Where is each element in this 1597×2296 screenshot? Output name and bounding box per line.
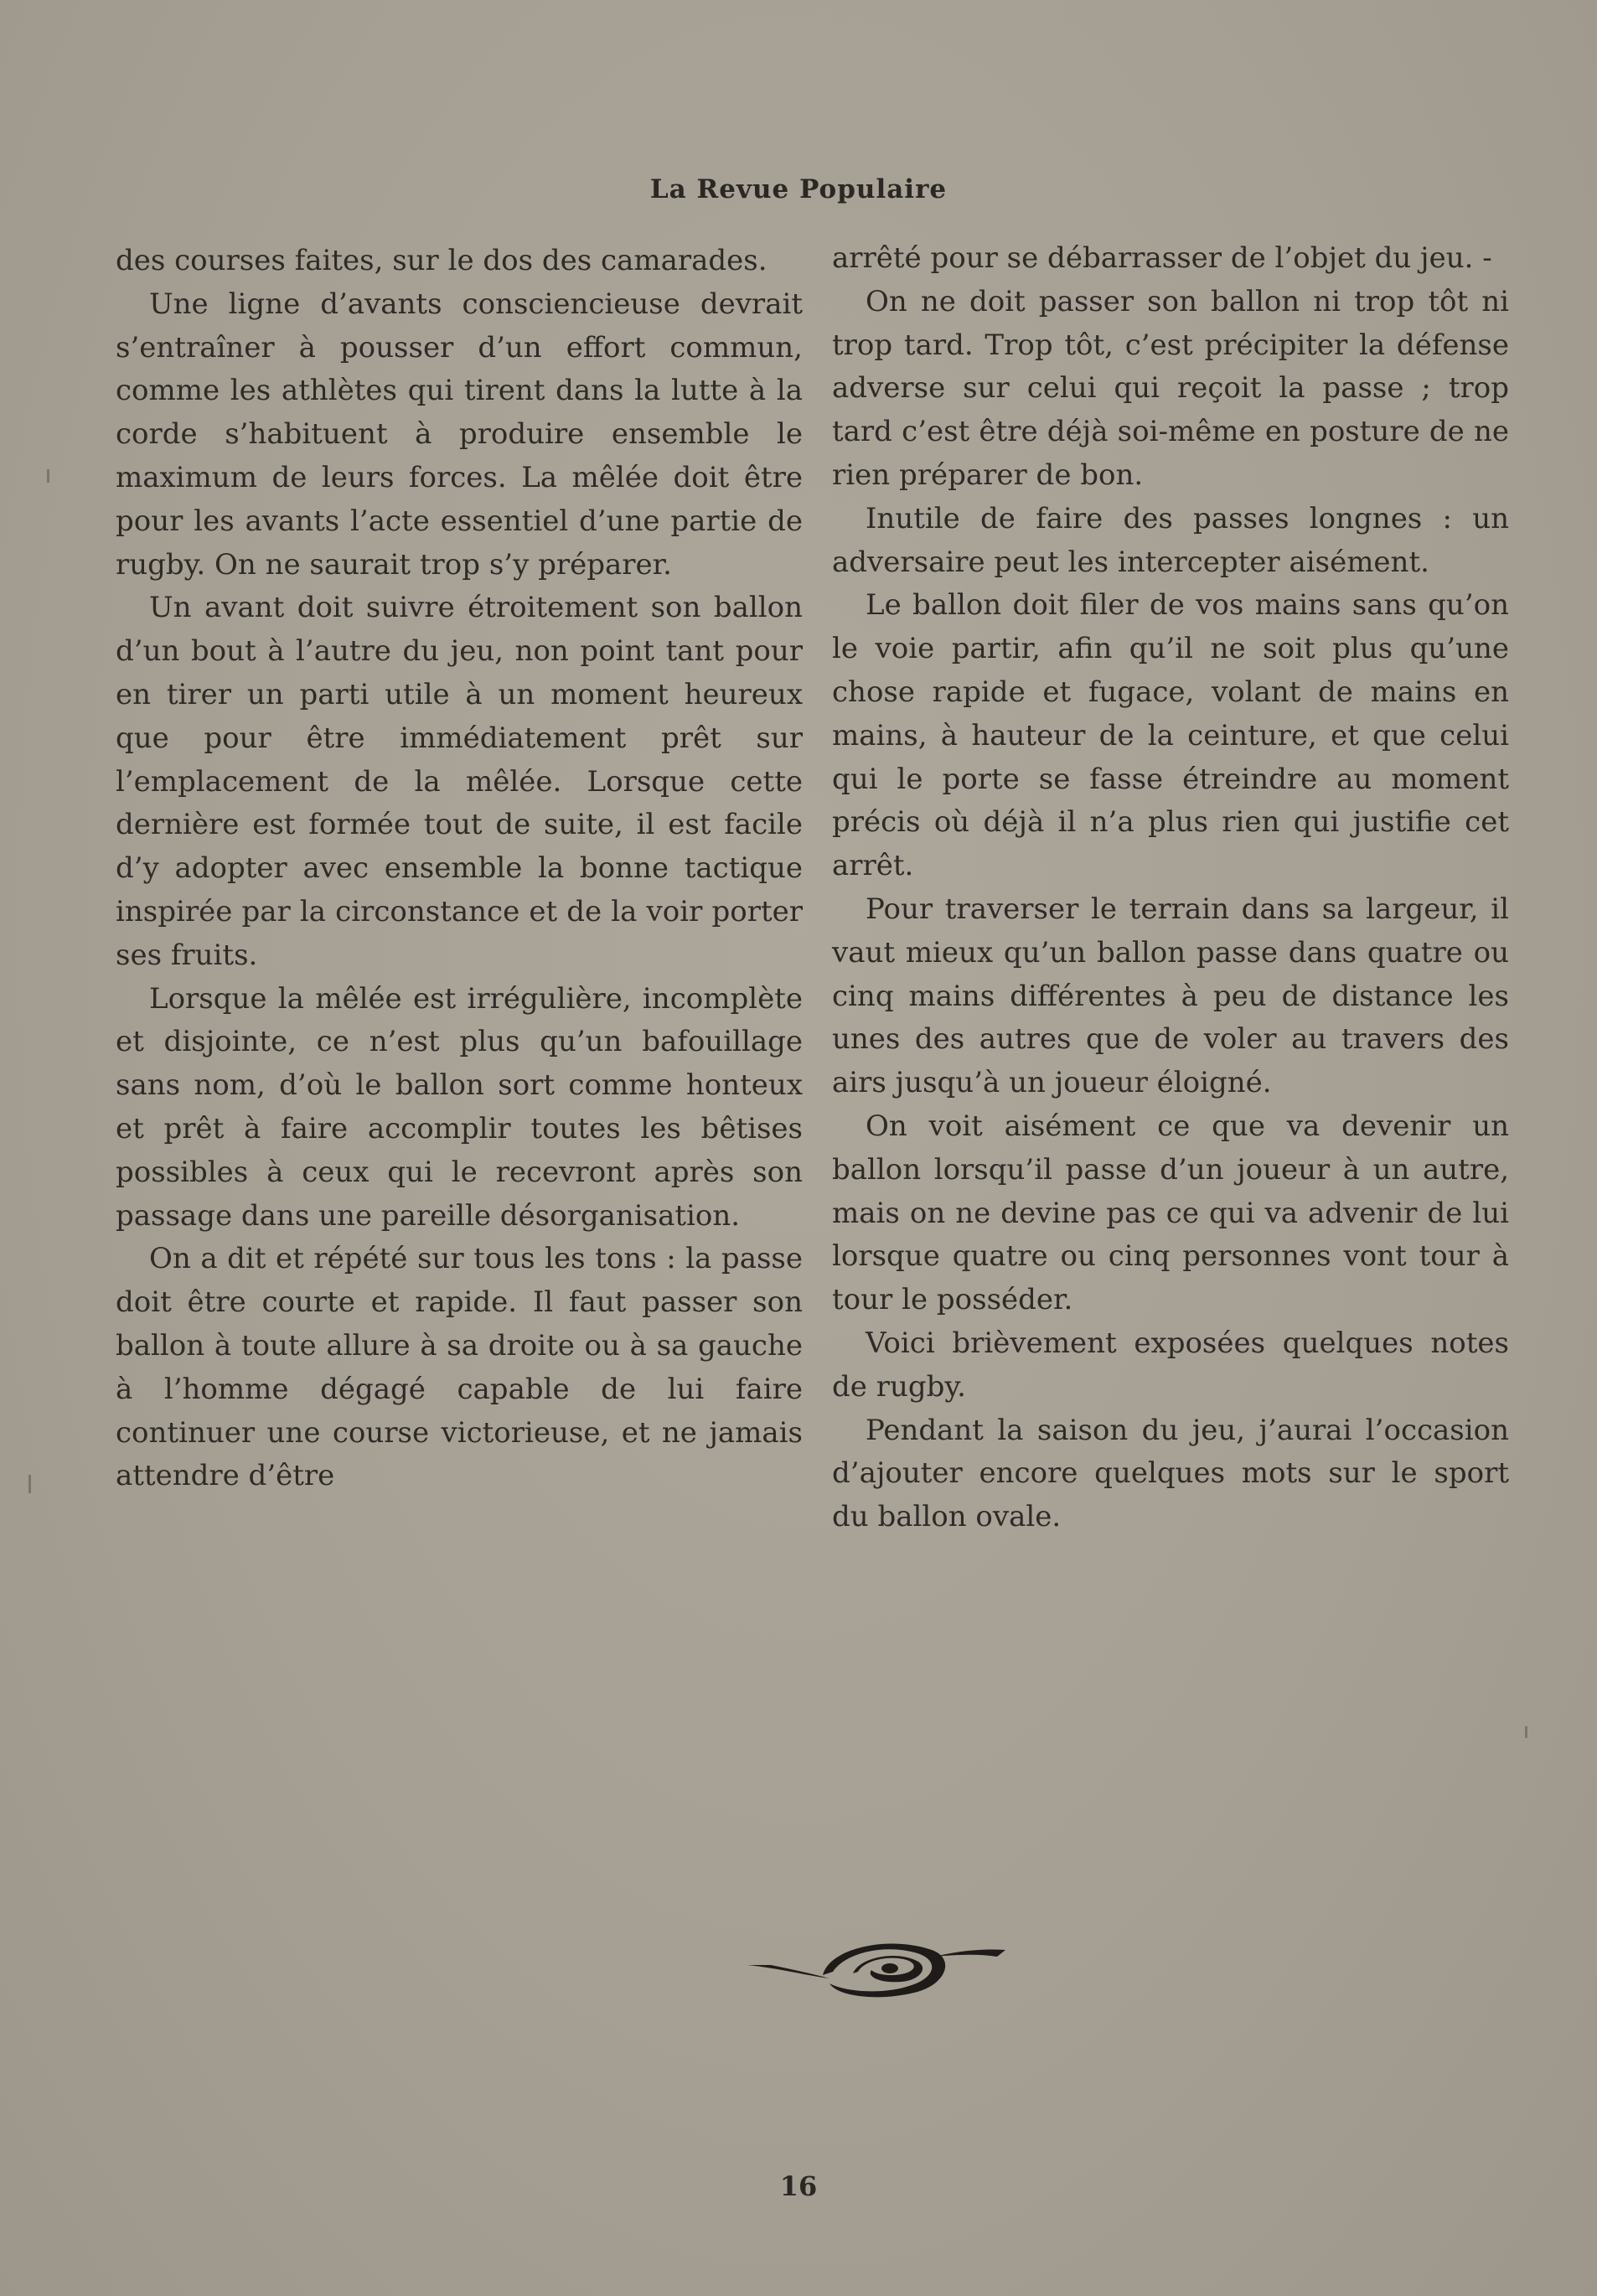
- right-column: [832, 237, 1509, 1539]
- paragraph: On a dit et répété sur tous les tons : la passe doit être courte et rapide. Il faut passer son ballon à toute allure à sa droite ou à sa gauche à l’homme dégagé capable de lui faire continuer une course victorieuse, et ne jamais attendre d’être: [116, 1242, 803, 1493]
- paragraph: On voit aisément ce que va devenir un ballon lorsqu’il passe d’un joueur à un autre, mais on ne devine pas ce qui va advenir de lui lorsque quatre ou cinq personnes vont tour à tour le posséder.: [832, 1109, 1509, 1317]
- running-title: La Revue Populaire: [649, 174, 948, 204]
- scan-mark: [28, 1475, 31, 1493]
- paragraph: Pendant la saison du jeu, j’aurai l’occasion d’ajouter encore quelques mots sur le sport du ballon ovale.: [832, 1413, 1509, 1534]
- page-number: 16: [779, 2170, 818, 2202]
- paragraph: arrêté pour se débarrasser de l’objet du jeu. -: [832, 241, 1492, 275]
- swirl-ornament-icon: [746, 1931, 1007, 2002]
- paragraph: Un avant doit suivre étroitement son ballon d’un bout à l’autre du jeu, non point tant pour en tirer un parti utile à un moment heureux que pour être immédiatement prêt sur l’emplacement de la mêlée. Lorsque cette dernière est formée tout de suite, il est facile d’y adopter avec ensemble la bonne tactique inspirée par la circonstance et de la voir porter ses fruits.: [116, 591, 803, 972]
- paragraph: Voici brièvement exposées quelques notes de rugby.: [832, 1326, 1509, 1404]
- paragraph: On ne doit passer son ballon ni trop tôt ni trop tard. Trop tôt, c’est précipiter la défense adverse sur celui qui reçoit la passe ; trop tard c’est être déjà soi-même en posture de ne rien préparer de bon.: [832, 284, 1509, 492]
- paragraph: Le ballon doit filer de vos mains sans qu’on le voie partir, afin qu’il ne soit plus qu’une chose rapide et fugace, volant de mains en mains, à hauteur de la ceinture, et que celui qui le porte se fasse étreindre au moment précis où déjà il n’a plus rien qui justifie cet arrêt.: [832, 588, 1509, 883]
- scan-mark: [1525, 1726, 1527, 1738]
- left-column: [116, 240, 803, 1498]
- paragraph: Une ligne d’avants consciencieuse devrait s’entraîner à pousser d’un effort commun, comme les athlètes qui tirent dans la lutte à la corde s’habituent à produire ensemble le maximum de leurs forces. La mêlée doit être pour les avants l’acte essentiel d’une partie de rugby. On ne saurait trop s’y préparer.: [116, 287, 803, 582]
- paragraph: Pour traverser le terrain dans sa largeur, il vaut mieux qu’un ballon passe dans quatre ou cinq mains différentes à peu de distance les unes des autres que de voler au travers des airs jusqu’à un joueur éloigné.: [832, 892, 1509, 1100]
- paragraph: Lorsque la mêlée est irrégulière, incomplète et disjointe, ce n’est plus qu’un bafouillage sans nom, d’où le ballon sort comme honteux et prêt à faire accomplir toutes les bêtises possibles à ceux qui le recevront après son passage dans une pareille désorganisation.: [116, 981, 803, 1233]
- paragraph: Inutile de faire des passes longnes : un adversaire peut les intercepter aisément.: [832, 501, 1509, 579]
- scan-mark: [47, 469, 49, 483]
- paragraph: des courses faites, sur le dos des camarades.: [116, 244, 767, 277]
